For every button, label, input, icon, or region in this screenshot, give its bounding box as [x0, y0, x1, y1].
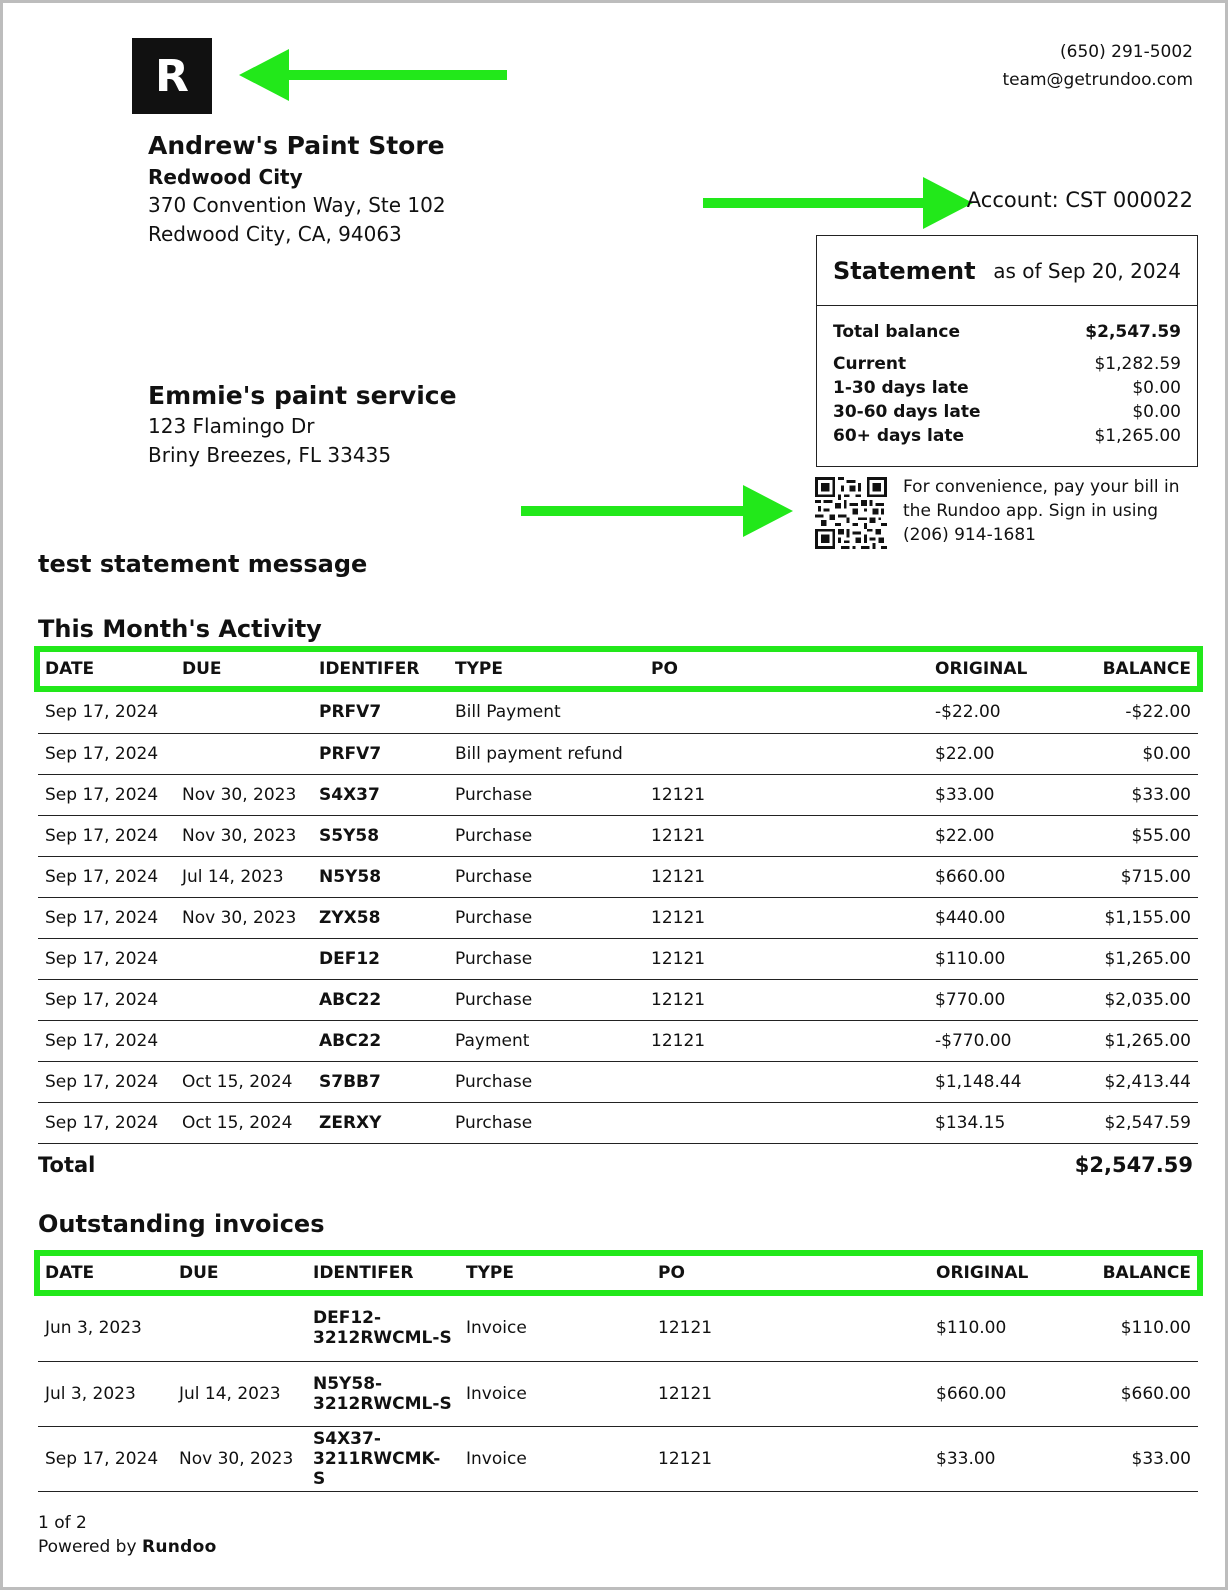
activity-row	[38, 815, 1198, 856]
col-original: ORIGINAL	[936, 1263, 1029, 1283]
activity-total-value: $2,547.59	[1074, 1153, 1193, 1177]
cell-due: Nov 30, 2023	[175, 815, 312, 856]
cell-identifier: N5Y58- 3212RWCML-S	[306, 1361, 459, 1426]
cell-balance: $0.00	[1078, 733, 1198, 774]
cell-original: $660.00	[929, 1361, 1079, 1426]
outstanding-header-row	[38, 1250, 1198, 1296]
cell-type: Purchase	[448, 856, 644, 897]
col-due: DUE	[179, 1263, 219, 1283]
col-po: PO	[658, 1263, 685, 1283]
col-date: DATE	[45, 1263, 95, 1283]
cell-type: Purchase	[448, 979, 644, 1020]
aging-value: $0.00	[1132, 402, 1181, 422]
outstanding-rows	[38, 1296, 1198, 1491]
cell-po: 12121	[644, 979, 928, 1020]
arrow-right-icon	[521, 485, 793, 537]
cell-type: Purchase	[448, 1061, 644, 1102]
cell-date: Sep 17, 2024	[38, 1061, 175, 1102]
customer-address-line1: 123 Flamingo Dr	[148, 414, 315, 438]
cell-identifier: ABC22	[312, 1020, 448, 1061]
cell-type: Invoice	[459, 1361, 651, 1426]
cell-po	[644, 733, 928, 774]
cell-date: Sep 17, 2024	[38, 1102, 175, 1143]
cell-type: Invoice	[459, 1426, 651, 1491]
arrow-left-icon	[239, 49, 507, 101]
powered-by	[38, 1537, 217, 1557]
cell-due	[175, 733, 312, 774]
customer-address-line2: Briny Breezes, FL 33435	[148, 443, 392, 467]
activity-row	[38, 1061, 1198, 1102]
pay-in-app-note: For convenience, pay your bill in the Rundoo app. Sign in using (206) 914-1681	[903, 477, 1180, 545]
invoice-row	[38, 1361, 1198, 1426]
col-identifier: IDENTIFER	[313, 1263, 414, 1283]
cell-original: $1,148.44	[928, 1061, 1078, 1102]
col-type: TYPE	[466, 1263, 514, 1283]
cell-balance: $660.00	[1079, 1361, 1198, 1426]
page-number: 1 of 2	[38, 1513, 87, 1533]
aging-row	[817, 376, 1197, 400]
cell-po	[644, 1102, 928, 1143]
cell-type: Purchase	[448, 938, 644, 979]
cell-po: 12121	[651, 1296, 929, 1361]
activity-row	[38, 733, 1198, 774]
cell-original: $33.00	[929, 1426, 1079, 1491]
cell-identifier: S4X37- 3211RWCMK-S	[306, 1426, 459, 1491]
cell-po	[644, 1061, 928, 1102]
activity-total-label: Total	[38, 1153, 96, 1177]
cell-identifier: DEF12	[312, 938, 448, 979]
activity-table	[38, 646, 1198, 1144]
cell-balance: $55.00	[1078, 815, 1198, 856]
cell-due	[172, 1296, 306, 1361]
cell-balance: $33.00	[1079, 1426, 1198, 1491]
cell-po	[644, 692, 928, 733]
cell-due: Oct 15, 2024	[175, 1061, 312, 1102]
col-due: DUE	[182, 659, 222, 679]
cell-due	[175, 1020, 312, 1061]
store-branch: Redwood City	[148, 165, 303, 189]
cell-date: Sep 17, 2024	[38, 1426, 172, 1491]
cell-type: Purchase	[448, 815, 644, 856]
total-balance-value: $2,547.59	[1085, 322, 1181, 342]
col-identifier: IDENTIFER	[319, 659, 420, 679]
cell-due	[175, 938, 312, 979]
cell-date: Sep 17, 2024	[38, 979, 175, 1020]
company-phone: (650) 291-5002	[1060, 42, 1193, 62]
powered-by-label: Powered by	[38, 1537, 137, 1557]
activity-row	[38, 692, 1198, 733]
cell-original: $110.00	[928, 938, 1078, 979]
cell-po: 12121	[644, 815, 928, 856]
cell-identifier: DEF12- 3212RWCML-S	[306, 1296, 459, 1361]
outstanding-table	[38, 1250, 1198, 1492]
statement-message: test statement message	[38, 550, 368, 578]
cell-identifier: PRFV7	[312, 692, 448, 733]
activity-row	[38, 774, 1198, 815]
activity-row	[38, 1102, 1198, 1143]
activity-row	[38, 979, 1198, 1020]
cell-identifier: S7BB7	[312, 1061, 448, 1102]
account-number: Account: CST 000022	[966, 188, 1193, 212]
logo-letter: R	[155, 50, 189, 102]
col-date: DATE	[45, 659, 95, 679]
aging-row	[817, 400, 1197, 424]
cell-identifier: ABC22	[312, 979, 448, 1020]
activity-header-row	[38, 646, 1198, 692]
cell-type: Purchase	[448, 774, 644, 815]
cell-balance: $2,413.44	[1078, 1061, 1198, 1102]
cell-po: 12121	[644, 774, 928, 815]
company-contact	[1002, 38, 1193, 94]
cell-date: Sep 17, 2024	[38, 1020, 175, 1061]
activity-rows	[38, 692, 1198, 1143]
cell-due	[175, 979, 312, 1020]
cell-date: Sep 17, 2024	[38, 815, 175, 856]
cell-date: Sep 17, 2024	[38, 774, 175, 815]
cell-due: Jul 14, 2023	[172, 1361, 306, 1426]
statement-title: Statement	[833, 256, 976, 285]
cell-identifier: PRFV7	[312, 733, 448, 774]
statement-summary	[816, 235, 1198, 467]
cell-due: Nov 30, 2023	[175, 897, 312, 938]
activity-row	[38, 897, 1198, 938]
cell-date: Jun 3, 2023	[38, 1296, 172, 1361]
cell-type: Purchase	[448, 1102, 644, 1143]
company-logo	[132, 38, 212, 114]
cell-due: Oct 15, 2024	[175, 1102, 312, 1143]
activity-title: This Month's Activity	[38, 615, 322, 643]
store-name: Andrew's Paint Store	[148, 131, 445, 160]
cell-type: Bill payment refund	[448, 733, 644, 774]
cell-balance: $1,265.00	[1078, 938, 1198, 979]
cell-original: -$770.00	[928, 1020, 1078, 1061]
cell-type: Payment	[448, 1020, 644, 1061]
cell-original: $22.00	[928, 815, 1078, 856]
cell-original: $440.00	[928, 897, 1078, 938]
cell-balance: $1,265.00	[1078, 1020, 1198, 1061]
aging-row	[817, 424, 1197, 448]
activity-row	[38, 856, 1198, 897]
aging-label: Current	[833, 354, 907, 374]
col-po: PO	[651, 659, 678, 679]
aging-label: 1-30 days late	[833, 378, 969, 398]
qr-code-icon[interactable]	[815, 477, 887, 549]
cell-identifier: N5Y58	[312, 856, 448, 897]
aging-row	[817, 352, 1197, 376]
store-address-line1: 370 Convention Way, Ste 102	[148, 193, 446, 217]
invoice-row	[38, 1296, 1198, 1361]
invoice-row	[38, 1426, 1198, 1491]
total-balance-row	[817, 320, 1197, 344]
cell-date: Sep 17, 2024	[38, 856, 175, 897]
cell-due	[175, 692, 312, 733]
cell-due: Nov 30, 2023	[175, 774, 312, 815]
outstanding-title: Outstanding invoices	[38, 1210, 325, 1238]
customer-name: Emmie's paint service	[148, 381, 457, 410]
aging-label: 60+ days late	[833, 426, 965, 446]
cell-identifier: S4X37	[312, 774, 448, 815]
cell-identifier: ZERXY	[312, 1102, 448, 1143]
cell-balance: -$22.00	[1078, 692, 1198, 733]
total-balance-label: Total balance	[833, 322, 961, 342]
store-address-line2: Redwood City, CA, 94063	[148, 222, 402, 246]
company-email: team@getrundoo.com	[1002, 70, 1193, 90]
cell-date: Sep 17, 2024	[38, 938, 175, 979]
cell-type: Bill Payment	[448, 692, 644, 733]
cell-balance: $715.00	[1078, 856, 1198, 897]
cell-po: 12121	[644, 1020, 928, 1061]
col-type: TYPE	[455, 659, 503, 679]
cell-original: $33.00	[928, 774, 1078, 815]
col-balance: BALANCE	[1102, 1263, 1191, 1283]
brand-name: Rundoo	[141, 1537, 217, 1557]
cell-po: 12121	[644, 856, 928, 897]
cell-balance: $2,035.00	[1078, 979, 1198, 1020]
cell-identifier: ZYX58	[312, 897, 448, 938]
aging-label: 30-60 days late	[833, 402, 981, 422]
activity-row	[38, 1020, 1198, 1061]
cell-original: $660.00	[928, 856, 1078, 897]
aging-value: $0.00	[1132, 378, 1181, 398]
cell-po: 12121	[644, 897, 928, 938]
cell-balance: $33.00	[1078, 774, 1198, 815]
cell-po: 12121	[651, 1426, 929, 1491]
cell-due: Nov 30, 2023	[172, 1426, 306, 1491]
cell-original: $770.00	[928, 979, 1078, 1020]
cell-balance: $1,155.00	[1078, 897, 1198, 938]
activity-row	[38, 938, 1198, 979]
cell-type: Invoice	[459, 1296, 651, 1361]
cell-original: $134.15	[928, 1102, 1078, 1143]
col-original: ORIGINAL	[935, 659, 1028, 679]
arrow-right-icon	[703, 177, 973, 229]
cell-due: Jul 14, 2023	[175, 856, 312, 897]
aging-value: $1,282.59	[1094, 354, 1181, 374]
cell-date: Sep 17, 2024	[38, 692, 175, 733]
cell-original: $110.00	[929, 1296, 1079, 1361]
cell-po: 12121	[651, 1361, 929, 1426]
cell-type: Purchase	[448, 897, 644, 938]
statement-date: as of Sep 20, 2024	[993, 258, 1181, 283]
cell-date: Sep 17, 2024	[38, 733, 175, 774]
cell-balance: $110.00	[1079, 1296, 1198, 1361]
cell-date: Jul 3, 2023	[38, 1361, 172, 1426]
statement-header	[817, 236, 1197, 306]
cell-balance: $2,547.59	[1078, 1102, 1198, 1143]
cell-original: -$22.00	[928, 692, 1078, 733]
col-balance: BALANCE	[1102, 659, 1191, 679]
aging-value: $1,265.00	[1094, 426, 1181, 446]
cell-identifier: S5Y58	[312, 815, 448, 856]
cell-original: $22.00	[928, 733, 1078, 774]
cell-date: Sep 17, 2024	[38, 897, 175, 938]
cell-po: 12121	[644, 938, 928, 979]
